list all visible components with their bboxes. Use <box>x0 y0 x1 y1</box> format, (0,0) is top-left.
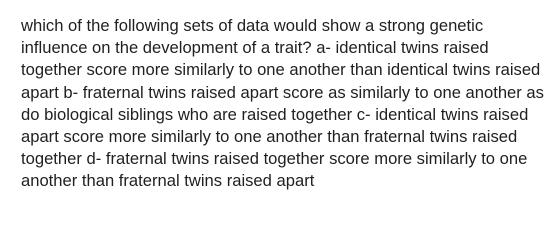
question-text: which of the following sets of data would show a strong genetic influence on the development of a trait? a- identical twins raised together score more similarly to one another than identical twins raised apart b- fraternal twins raised apart score as similarly to one another as do biological siblings who are raised together c- identical twins raised apart score more similarly to one another than fraternal twins raised together d- fraternal twins raised together score more similarly to one another than fraternal twins raised apart <box>21 16 544 191</box>
